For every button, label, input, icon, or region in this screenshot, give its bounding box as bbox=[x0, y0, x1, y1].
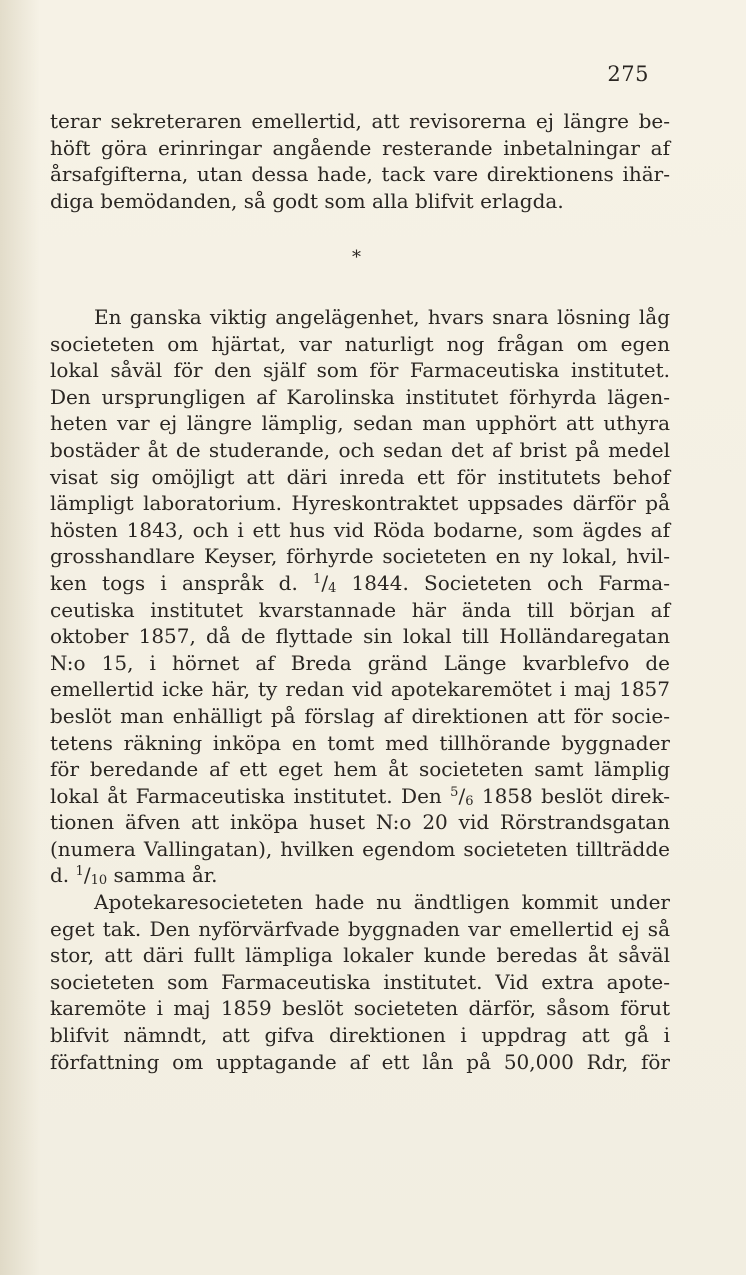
text-line: lokal såväl för den själf som för Farmaceutiska institutet. bbox=[50, 358, 670, 383]
text-line: blifvit nämndt, att gifva direktionen i uppdrag att gå i bbox=[50, 1023, 670, 1048]
text-line: eget tak. Den nyförvärfvade byggnaden var emellertid ej så bbox=[50, 916, 670, 941]
text-line: hösten 1843, och i ett hus vid Röda bodarne, som ägdes af bbox=[50, 517, 670, 542]
text-line: beslöt man enhälligt på förslag af direktionen att för socie- bbox=[50, 703, 670, 728]
text-segment: 1844. Societeten och Farma- bbox=[336, 570, 670, 595]
fraction-numerator: 1 bbox=[75, 864, 84, 880]
text-line: Den ursprungligen af Karolinska institutet förhyrda lägen- bbox=[50, 384, 670, 409]
text-line: karemöte i maj 1859 beslöt societeten därför, såsom förut bbox=[50, 996, 670, 1021]
text-line: tionen äfven att inköpa huset N:o 20 vid Rörstrandsgatan bbox=[50, 810, 670, 835]
text-line: ceutiska institutet kvarstannade här ända till början af bbox=[50, 597, 670, 622]
text-line: lämpligt laboratorium. Hyreskontraktet uppsades därför på bbox=[50, 491, 670, 516]
text-line: emellertid icke här, ty redan vid apotekaremötet i maj 1857 bbox=[50, 677, 670, 702]
text-line: visat sig omöjligt att däri inreda ett för institutets behof bbox=[50, 464, 670, 489]
fraction-numerator: 5 bbox=[450, 784, 459, 800]
text-line: bostäder åt de studerande, och sedan det af brist på medel bbox=[50, 437, 670, 462]
text-line: N:o 15, i hörnet af Breda gränd Länge kvarblefvo de bbox=[50, 650, 670, 675]
text-segment: ken togs i anspråk d. bbox=[50, 570, 314, 595]
text-line: höft göra erinringar angående resterande inbetalningar af bbox=[50, 135, 670, 160]
text-line: stor, att däri fullt lämpliga lokaler kunde beredas åt såväl bbox=[50, 943, 670, 968]
fraction-denominator: 6 bbox=[465, 793, 474, 809]
text-line: Apotekaresocieteten hade nu ändtligen kommit under bbox=[94, 890, 670, 915]
fraction-denominator: 10 bbox=[90, 873, 108, 889]
text-line: terar sekreteraren emellertid, att revisorerna ej längre be- bbox=[50, 109, 670, 133]
text-line: grosshandlare Keyser, förhyrde societeten en ny lokal, hvil- bbox=[50, 544, 670, 569]
text-line: En ganska viktig angelägenhet, hvars snara lösning låg bbox=[94, 305, 670, 329]
text-line: d. $^1$/10 samma år. bbox=[50, 863, 218, 889]
text-line: författning om upptagande af ett lån på 50,000 Rdr, för bbox=[50, 1049, 670, 1074]
text-line: societeten om hjärtat, var naturligt nog frågan om egen bbox=[50, 331, 670, 356]
fraction-denominator: 4 bbox=[328, 580, 337, 596]
text-line: diga bemödanden, så godt som alla blifvit erlagda. bbox=[50, 188, 564, 213]
section-separator-asterisk: * bbox=[352, 247, 361, 268]
text-segment: samma år. bbox=[107, 863, 218, 888]
page-number: 275 bbox=[607, 62, 649, 86]
text-line: lokal åt Farmaceutiska institutet. Den $^5$/6 1858 beslöt direk- bbox=[50, 783, 670, 809]
text-line: heten var ej längre lämplig, sedan man upphört att uthyra bbox=[50, 411, 670, 436]
fraction-numerator: 1 bbox=[313, 571, 322, 587]
text-segment: d. bbox=[50, 863, 76, 888]
text-line: (numera Vallingatan), hvilken egendom societeten tillträdde bbox=[50, 836, 670, 861]
text-segment: lokal åt Farmaceutiska institutet. Den bbox=[50, 783, 451, 808]
text-line: för beredande af ett eget hem åt societeten samt lämplig bbox=[50, 757, 670, 782]
main-paragraphs bbox=[50, 304, 670, 1075]
text-line: oktober 1857, då de flyttade sin lokal till Holländaregatan bbox=[50, 624, 670, 649]
text-line: societeten som Farmaceutiska institutet. Vid extra apote- bbox=[50, 969, 670, 994]
text-segment: 1858 beslöt direk- bbox=[473, 783, 670, 808]
text-line: tetens räkning inköpa en tomt med tillhörande byggnader bbox=[50, 730, 670, 755]
text-line: årsafgifterna, utan dessa hade, tack vare direktionens ihär- bbox=[50, 162, 670, 187]
text-line: ken togs i anspråk d. $^1$/4 1844. Societeten och Farma- bbox=[50, 570, 670, 596]
continued-paragraph bbox=[50, 108, 670, 214]
